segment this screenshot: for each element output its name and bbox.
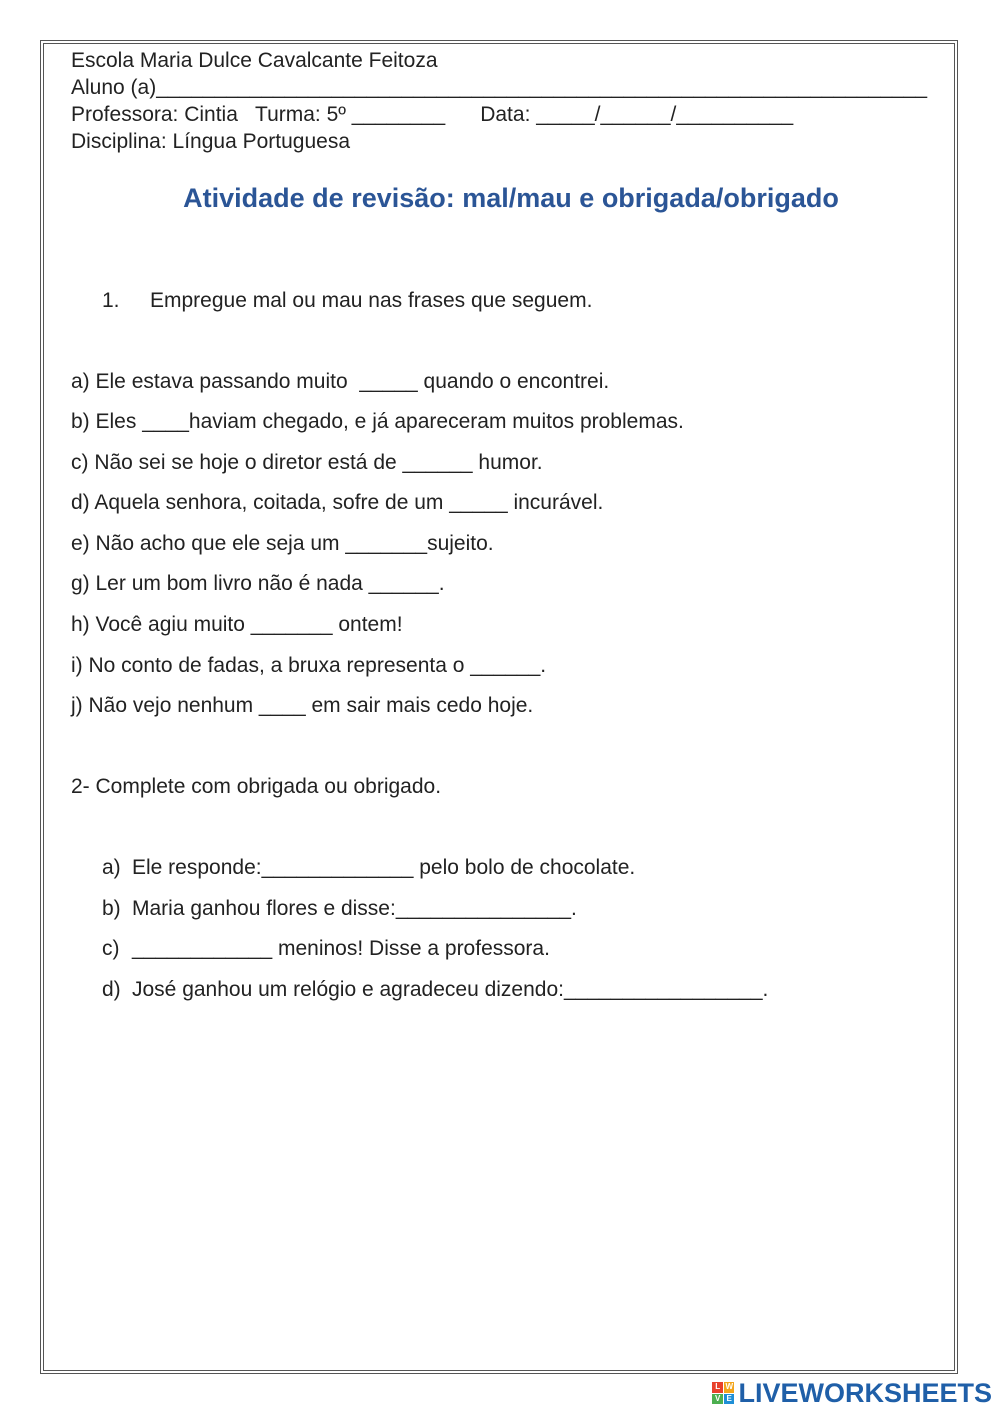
question2-item: Maria ganhou flores e disse:_______________.	[132, 897, 577, 920]
liveworksheets-logo	[712, 1379, 992, 1407]
question1-number: 1.	[102, 289, 120, 312]
student-name-field: Aluno (a)__________________________________________________________________	[71, 76, 928, 99]
question1-prompt: Empregue mal ou mau nas frases que seguem.	[150, 289, 593, 312]
teacher-class-date-line: Professora: Cintia Turma: 5º ________ Data: _____/______/__________	[71, 103, 794, 126]
question2-item: José ganhou um relógio e agradeceu dizendo:_________________.	[132, 978, 769, 1001]
liveworksheets-logo-icon	[712, 1382, 734, 1404]
logo-mark-letter: W	[725, 1382, 733, 1391]
logo-mark-letter: L	[712, 1382, 723, 1393]
question1-item: g) Ler um bom livro não é nada ______.	[71, 572, 445, 595]
question1-item: b) Eles ____haviam chegado, e já apareceram muitos problemas.	[71, 410, 684, 433]
question2-item-letter: d)	[102, 978, 121, 1001]
question1-item: i) No conto de fadas, a bruxa representa o ______.	[71, 654, 547, 677]
worksheet-title: Atividade de revisão: mal/mau e obrigada/obrigado	[183, 183, 839, 213]
liveworksheets-logo-text: LIVEWORKSHEETS	[738, 1377, 992, 1408]
logo-mark-letter: E	[724, 1394, 735, 1405]
question1-item: d) Aquela senhora, coitada, sofre de um _____ incurável.	[71, 491, 604, 514]
question2-item: Ele responde:_____________ pelo bolo de chocolate.	[132, 856, 636, 879]
question1-item: a) Ele estava passando muito _____ quando o encontrei.	[71, 370, 610, 393]
school-name: Escola Maria Dulce Cavalcante Feitoza	[71, 49, 438, 72]
question2-item-letter: a)	[102, 856, 121, 879]
question2-prompt: 2- Complete com obrigada ou obrigado.	[71, 775, 442, 798]
question1-item: j) Não vejo nenhum ____ em sair mais cedo hoje.	[71, 694, 534, 717]
question1-item: h) Você agiu muito _______ ontem!	[71, 613, 403, 636]
question1-item: c) Não sei se hoje o diretor está de ______ humor.	[71, 451, 543, 474]
question2-item: ____________ meninos! Disse a professora.	[132, 937, 550, 960]
subject-line: Disciplina: Língua Portuguesa	[71, 130, 351, 153]
question2-item-letter: c)	[102, 937, 120, 960]
logo-mark-letter: V	[712, 1394, 723, 1405]
question2-item-letter: b)	[102, 897, 121, 920]
question1-item: e) Não acho que ele seja um _______sujeito.	[71, 532, 494, 555]
